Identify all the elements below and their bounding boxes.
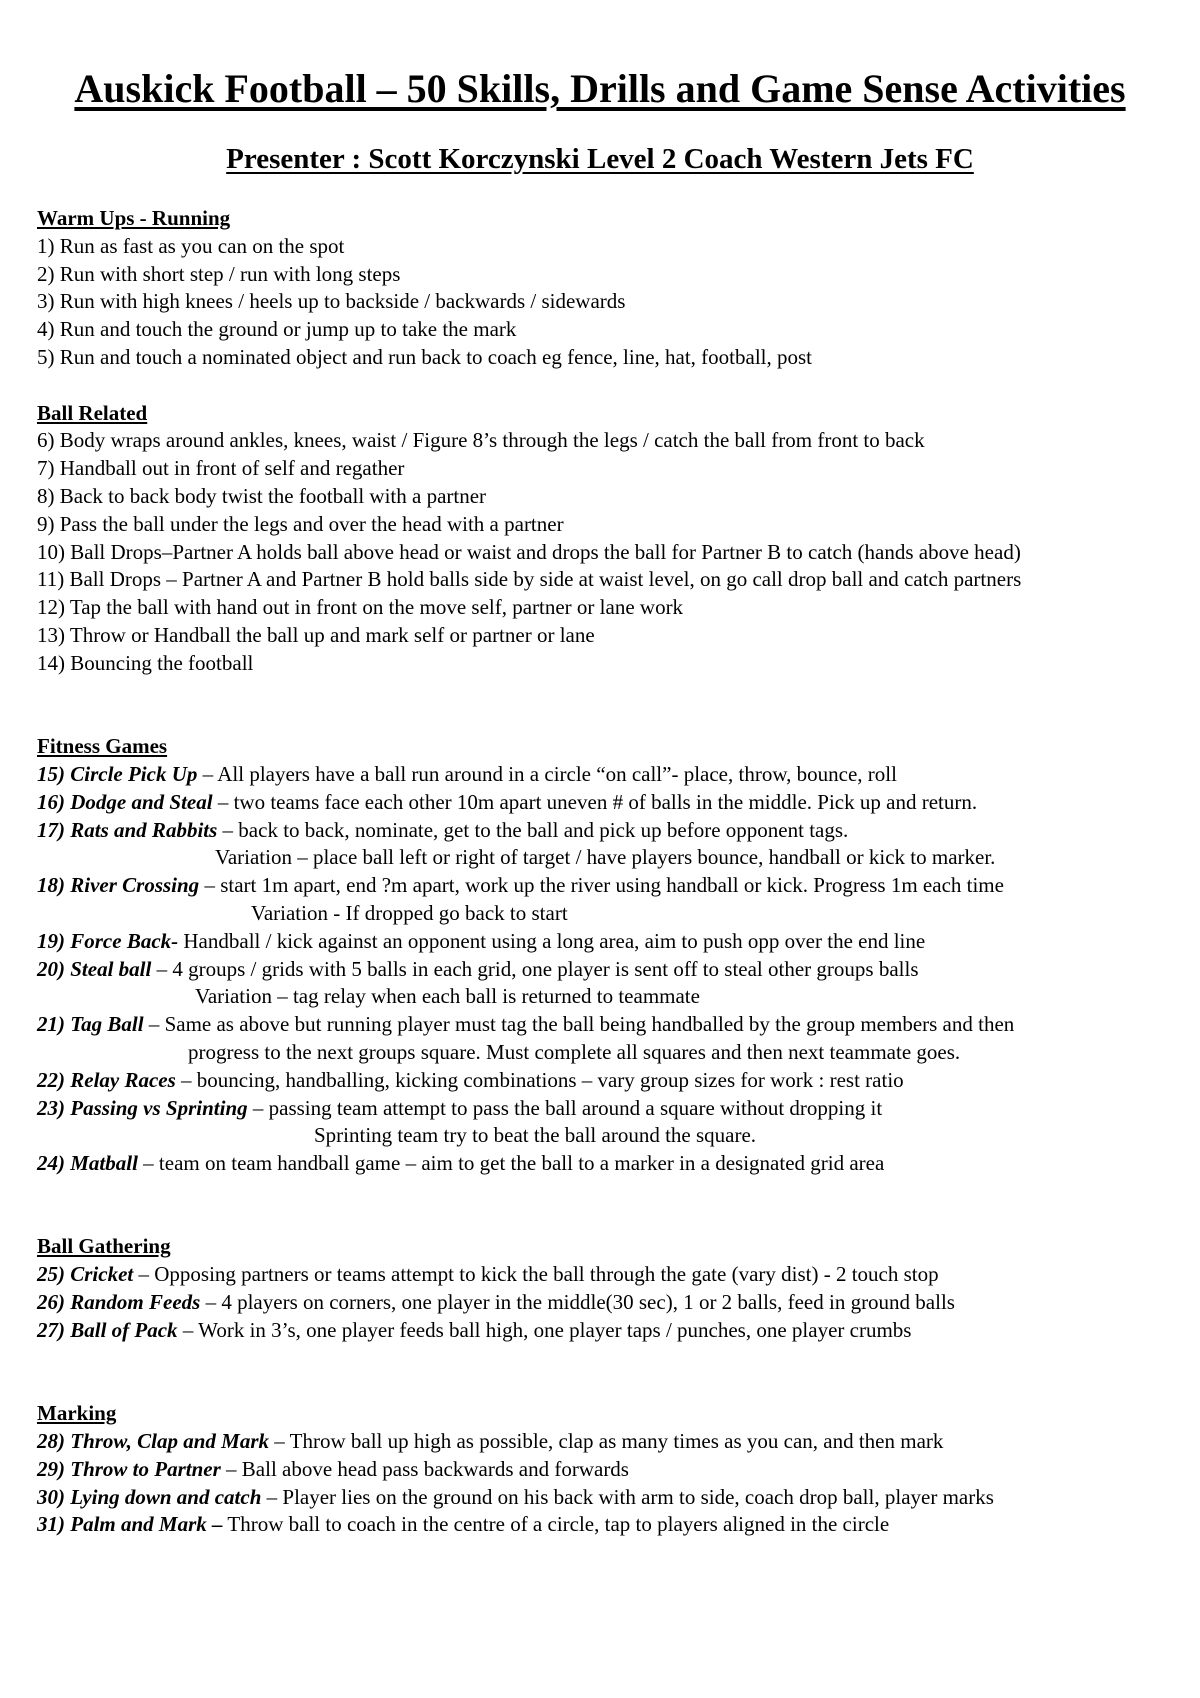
- list-item: 2) Run with short step / run with long steps: [37, 261, 401, 286]
- section-heading-fitness-games: Fitness Games: [37, 734, 168, 759]
- variation-line: Variation – tag relay when each ball is returned to teammate: [195, 984, 700, 1009]
- list-item: [37, 789, 1197, 817]
- item-text: – team on team handball game – aim to get the ball to a marker in a designated grid area: [137, 1151, 885, 1176]
- list-item: 7) Handball out in front of self and regather: [37, 456, 405, 481]
- list-item: 1) Run as fast as you can on the spot: [37, 233, 345, 258]
- page-title: Auskick Football – 50 Skills, Drills and Game Sense Activities: [74, 66, 1126, 111]
- item-text: – Ball above head pass backwards and forwards: [220, 1456, 629, 1481]
- list-item: [37, 1150, 1197, 1178]
- section-heading-ball-related: Ball Related: [37, 400, 148, 425]
- list-item: 13) Throw or Handball the ball up and mark self or partner or lane: [37, 622, 595, 647]
- list-item: [37, 1289, 1197, 1317]
- list-item: [37, 1261, 1197, 1289]
- item-text: – Throw ball up high as possible, clap as many times as you can, and then mark: [269, 1429, 944, 1454]
- item-text: – start 1m apart, end ?m apart, work up the river using handball or kick. Progress 1m each time: [199, 873, 1004, 898]
- variation-line: Variation – place ball left or right of target / have players bounce, handball or kick to marker.: [215, 845, 996, 870]
- item-title: 16) Dodge and Steal: [37, 789, 213, 814]
- item-title: 30) Lying down and catch: [37, 1484, 262, 1509]
- item-title: 20) Steal ball: [37, 956, 152, 981]
- list-item: 14) Bouncing the football: [37, 650, 254, 675]
- list-item: [37, 928, 1197, 956]
- list-item: 11) Ball Drops – Partner A and Partner B hold balls side by side at waist level, on go call drop ball and catch partners: [37, 567, 1022, 592]
- section-heading-warm-ups: Warm Ups - Running: [37, 206, 231, 230]
- list-item: 4) Run and touch the ground or jump up to take the mark: [37, 317, 517, 342]
- page-subtitle: Presenter : Scott Korczynski Level 2 Coach Western Jets FC: [226, 143, 974, 175]
- item-title: 22) Relay Races: [37, 1067, 176, 1092]
- item-title: 24) Matball: [37, 1151, 138, 1176]
- item-text: Handball / kick against an opponent using a long area, aim to push opp over the end line: [178, 928, 926, 953]
- list-item: [37, 1317, 1197, 1345]
- item-text: – Work in 3’s, one player feeds ball high, one player taps / punches, one player crumbs: [177, 1317, 912, 1342]
- item-text: – 4 players on corners, one player in the middle(30 sec), 1 or 2 balls, feed in ground balls: [200, 1290, 955, 1315]
- item-text: – passing team attempt to pass the ball around a square without dropping it: [247, 1095, 883, 1120]
- item-text: – bouncing, handballing, kicking combinations – vary group sizes for work : rest ratio: [175, 1067, 904, 1092]
- list-item: 8) Back to back body twist the football with a partner: [37, 483, 487, 508]
- item-title: 29) Throw to Partner: [37, 1456, 221, 1481]
- item-title: 23) Passing vs Sprinting: [37, 1095, 248, 1120]
- item-title: 26) Random Feeds: [37, 1290, 201, 1315]
- item-text: – 4 groups / grids with 5 balls in each grid, one player is sent off to steal other groups balls: [151, 956, 919, 981]
- section-heading-ball-gathering: Ball Gathering: [37, 1234, 171, 1259]
- item-title: 25) Cricket: [37, 1262, 134, 1287]
- section-heading-marking: Marking: [37, 1401, 117, 1426]
- item-text: – Player lies on the ground on his back with arm to side, coach drop ball, player marks: [261, 1484, 994, 1509]
- variation-line: Sprinting team try to beat the ball around the square.: [314, 1123, 757, 1148]
- item-title: 18) River Crossing: [37, 873, 200, 898]
- item-text: – Opposing partners or teams attempt to kick the ball through the gate (vary dist) - 2 touch stop: [133, 1262, 939, 1287]
- list-item: 3) Run with high knees / heels up to backside / backwards / sidewards: [37, 289, 626, 314]
- list-item: [37, 1511, 1197, 1539]
- list-item: [37, 1011, 1197, 1039]
- list-item: [37, 1456, 1197, 1484]
- variation-line: progress to the next groups square. Must complete all squares and then next teammate goes.: [188, 1039, 961, 1064]
- item-title: 19) Force Back-: [37, 928, 179, 953]
- item-title: 15) Circle Pick Up: [37, 761, 198, 786]
- document-body: [37, 205, 1197, 1539]
- list-item: 6) Body wraps around ankles, knees, waist / Figure 8’s through the legs / catch the ball from front to back: [37, 428, 925, 453]
- list-item: 9) Pass the ball under the legs and over the head with a partner: [37, 511, 564, 536]
- item-text: – two teams face each other 10m apart uneven # of balls in the middle. Pick up and return.: [212, 789, 978, 814]
- list-item: 10) Ball Drops–Partner A holds ball above head or waist and drops the ball for Partner B to catch (hands above head): [37, 539, 1021, 564]
- item-title: 28) Throw, Clap and Mark: [37, 1429, 270, 1454]
- item-title: 31) Palm and Mark –: [37, 1512, 223, 1537]
- item-title: 17) Rats and Rabbits: [37, 817, 218, 842]
- list-item: 5) Run and touch a nominated object and run back to coach eg fence, line, hat, football, post: [37, 344, 813, 369]
- list-item: [37, 872, 1197, 900]
- item-text: Throw ball to coach in the centre of a circle, tap to players aligned in the circle: [222, 1512, 890, 1537]
- item-title: 27) Ball of Pack: [37, 1317, 178, 1342]
- variation-line: Variation - If dropped go back to start: [251, 900, 568, 925]
- list-item: [37, 817, 1197, 845]
- item-title: 21) Tag Ball: [37, 1012, 144, 1037]
- item-text: – All players have a ball run around in a circle “on call”- place, throw, bounce, roll: [197, 761, 897, 786]
- list-item: [37, 761, 1197, 789]
- list-item: [37, 1095, 1197, 1123]
- item-text: – back to back, nominate, get to the ball and pick up before opponent tags.: [217, 817, 849, 842]
- item-text: – Same as above but running player must tag the ball being handballed by the group members and then: [143, 1012, 1015, 1037]
- list-item: 12) Tap the ball with hand out in front on the move self, partner or lane work: [37, 595, 684, 620]
- list-item: [37, 1428, 1197, 1456]
- list-item: [37, 956, 1197, 984]
- list-item: [37, 1067, 1197, 1095]
- list-item: [37, 1484, 1197, 1512]
